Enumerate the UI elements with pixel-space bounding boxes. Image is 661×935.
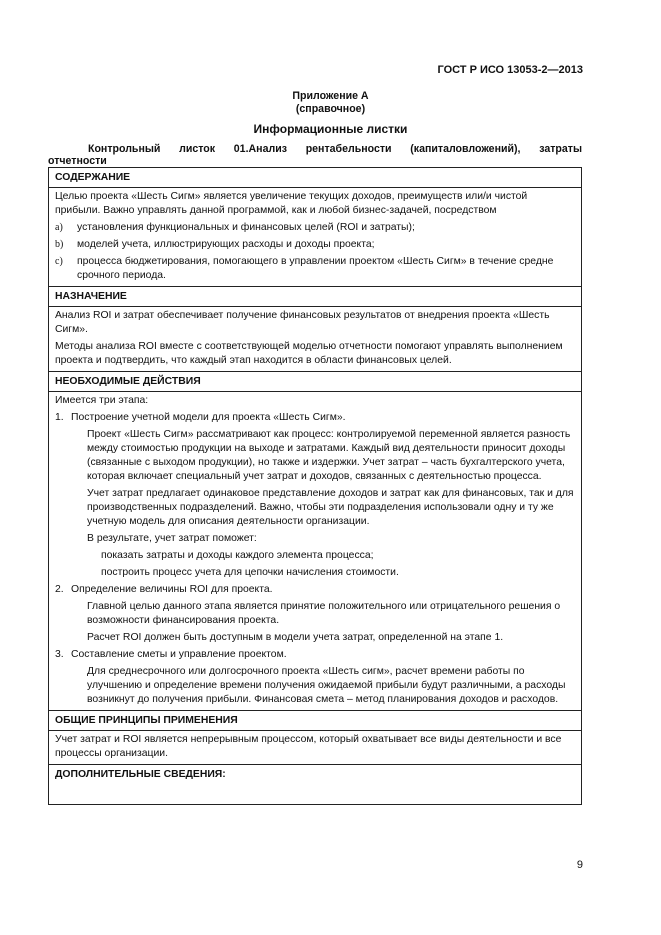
section-purpose (49, 286, 581, 371)
step-number: 1. (55, 412, 64, 423)
list-item (55, 238, 575, 252)
step-title: Построение учетной модели для проекта «Шесть Сигм». (71, 412, 346, 423)
section-heading: ОБЩИЕ ПРИНЦИПЫ ПРИМЕНЕНИЯ (49, 711, 581, 731)
section-content (49, 168, 581, 286)
step-number: 3. (55, 649, 64, 660)
actions-intro: Имеется три этапа: (55, 395, 149, 406)
content-intro: Целью проекта «Шесть Сигм» является увеличение текущих доходов, преимуществ или/и чистой прибыли. Важно управлять данной программой, как и любой бизнес-задачей, посредством (55, 191, 528, 216)
annex-heading (0, 90, 661, 116)
purpose-paragraph-1: Анализ ROI и затрат обеспечивает получение финансовых результатов от внедрения проекта «Шесть Сигм». (55, 310, 550, 335)
checklist-title-line1: Контрольный листок 01.Анализ рентабельности (капиталовложений), затраты (88, 143, 582, 155)
section-body-empty (49, 784, 581, 804)
step-1-paragraph-2: Учет затрат предлагает одинаковое представление доходов и затрат как для финансовых, так и для производственных подразделений. Важно, чтобы эти подразделения использовали одну и ту же учетную модель для описания деятельности организации. (87, 488, 574, 527)
step-title: Определение величины ROI для проекта. (71, 584, 273, 595)
step-1-title (55, 411, 575, 425)
section-body (49, 392, 581, 710)
checklist-title-line2: отчетности (48, 155, 107, 167)
checklist-title (48, 143, 582, 167)
annex-subtitle: (справочное) (295, 103, 366, 115)
step-number: 2. (55, 584, 64, 595)
step-title: Составление сметы и управление проектом. (71, 649, 287, 660)
step-1-bullet-2: построить процесс учета для цепочки начисления стоимости. (101, 567, 399, 578)
section-body (49, 188, 581, 286)
step-2-title (55, 583, 575, 597)
checklist-table (48, 167, 582, 805)
annex-title: Приложение А (292, 90, 369, 102)
list-marker: b) (55, 239, 64, 250)
section-heading: НАЗНАЧЕНИЕ (49, 287, 581, 307)
section-heading: НЕОБХОДИМЫЕ ДЕЙСТВИЯ (49, 372, 581, 392)
standard-number: ГОСТ Р ИСО 13053-2—2013 (437, 64, 583, 76)
section-heading: СОДЕРЖАНИЕ (49, 168, 581, 188)
step-2-paragraph-1: Главной целью данного этапа является принятие положительного или отрицательного решения о возможности финансирования проекта. (87, 601, 561, 626)
list-item (55, 255, 575, 283)
step-3-title (55, 648, 575, 662)
list-text: установления функциональных и финансовых целей (ROI и затраты); (77, 222, 415, 233)
list-text: моделей учета, иллюстрирующих расходы и доходы проекта; (77, 239, 375, 250)
list-marker: a) (55, 222, 63, 233)
purpose-paragraph-2: Методы анализа ROI вместе с соответствующей моделью отчетности помогают управлять выполнением проекта и подтвердить, что каждый этап находится в области финансовых целей. (55, 341, 563, 366)
step-3-paragraph-1: Для среднесрочного или долгосрочного проекта «Шесть сигм», расчет времени работы по улучшению и определение времени получения ожидаемой прибыли будут различными, а расходы возникнут до получения прибыли. Финансовая смета – метод планирования доходов и расходов. (87, 666, 566, 705)
list-text: процесса бюджетирования, помогающего в управлении проектом «Шесть Сигм» в течение средне срочного периода. (77, 256, 554, 281)
list-marker: c) (55, 256, 63, 267)
info-sheets-title: Информационные листки (253, 122, 408, 136)
step-1-bullet-1: показать затраты и доходы каждого элемента процесса; (101, 550, 374, 561)
section-body (49, 307, 581, 371)
section-principles (49, 710, 581, 764)
step-1-paragraph-1: Проект «Шесть Сигм» рассматривают как процесс: контролируемой переменной является разность между стоимостью продукции на выходе и затратами. Каждый вид деятельности приносит доходы (связанные с выходом продукции), но также и издержки. Учет затрат – часть бухгалтерского учета, которая включает специальный учет затрат и доходов, связанных с деятельностью процесса. (87, 429, 571, 482)
step-2-paragraph-2: Расчет ROI должен быть доступным в модели учета затрат, определенной на этапе 1. (87, 632, 504, 643)
section-additional (49, 764, 581, 804)
principles-paragraph: Учет затрат и ROI является непрерывным процессом, который охватывает все виды деятельности и все процессы организации. (55, 734, 562, 759)
section-actions (49, 371, 581, 710)
page-number: 9 (576, 859, 583, 871)
step-1-paragraph-3: В результате, учет затрат поможет: (87, 533, 257, 544)
list-item (55, 221, 575, 235)
section-body (49, 731, 581, 764)
section-heading: ДОПОЛНИТЕЛЬНЫЕ СВЕДЕНИЯ: (55, 769, 226, 780)
